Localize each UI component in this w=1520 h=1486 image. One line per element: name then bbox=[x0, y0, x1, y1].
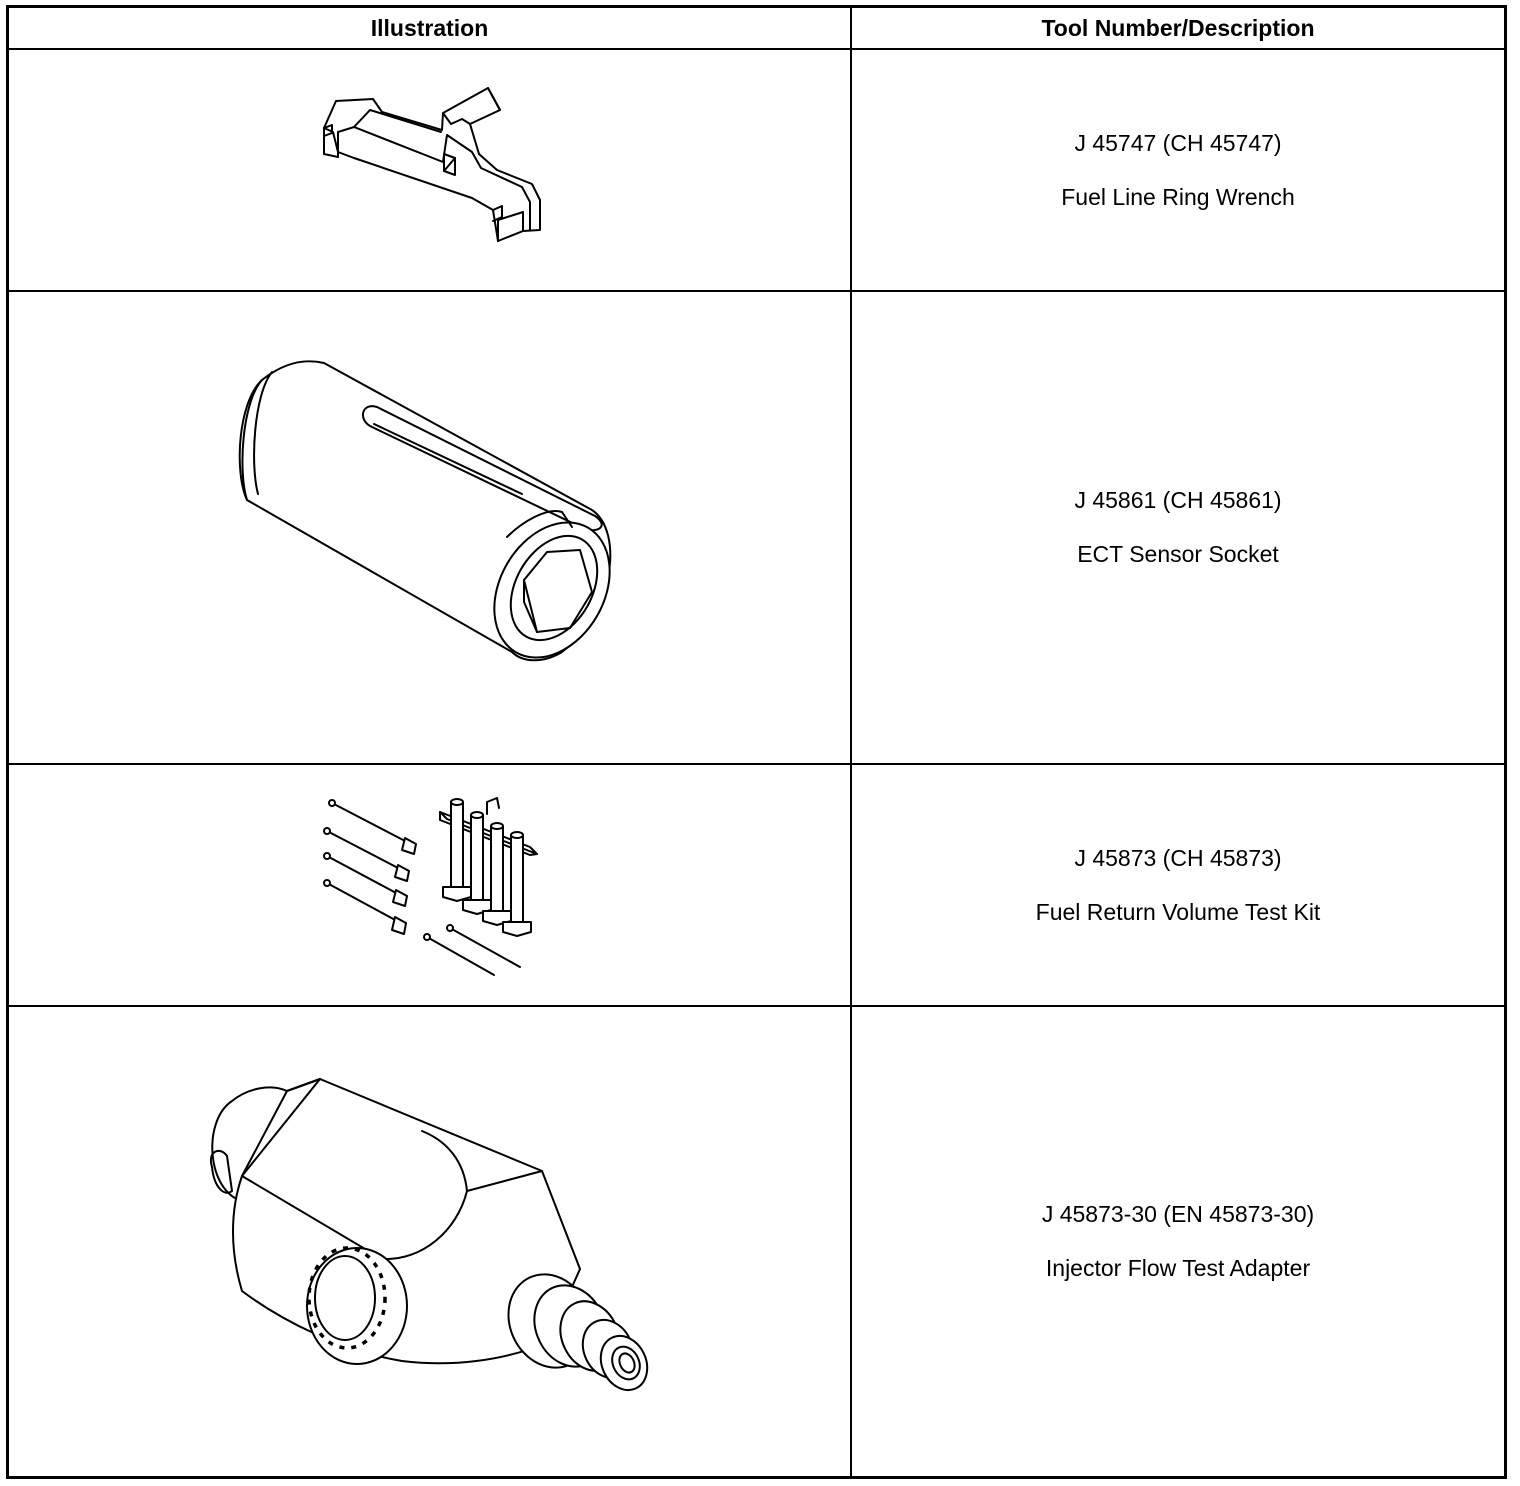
injector-flow-test-adapter-icon bbox=[9, 1007, 851, 1476]
tool-description-cell bbox=[852, 50, 1504, 292]
illustration-cell bbox=[9, 292, 852, 765]
tool-description-cell bbox=[852, 765, 1504, 1007]
fuel-return-volume-test-kit-icon bbox=[9, 765, 851, 1005]
tool-description: Injector Flow Test Adapter bbox=[1045, 1255, 1311, 1281]
tool-description-cell bbox=[852, 292, 1504, 765]
tool-number: J 45873-30 (EN 45873-30) bbox=[1041, 1201, 1315, 1227]
tool-description: ECT Sensor Socket bbox=[1077, 541, 1279, 567]
illustration-cell bbox=[9, 765, 852, 1007]
tool-description: Fuel Return Volume Test Kit bbox=[1035, 898, 1321, 925]
tool-description-cell bbox=[852, 1007, 1504, 1476]
fuel-line-ring-wrench-icon bbox=[9, 50, 851, 290]
illustration-cell bbox=[9, 1007, 852, 1476]
header-tool-number-description: Tool Number/Description bbox=[852, 8, 1504, 50]
ect-sensor-socket-icon bbox=[9, 292, 851, 763]
illustration-cell bbox=[9, 50, 852, 292]
tool-number: J 45873 (CH 45873) bbox=[1074, 844, 1282, 871]
special-tools-table bbox=[6, 5, 1507, 1479]
tool-description: Fuel Line Ring Wrench bbox=[1061, 183, 1295, 210]
tool-number: J 45861 (CH 45861) bbox=[1074, 487, 1282, 513]
tool-number: J 45747 (CH 45747) bbox=[1074, 129, 1282, 156]
header-illustration: Illustration bbox=[9, 8, 852, 50]
